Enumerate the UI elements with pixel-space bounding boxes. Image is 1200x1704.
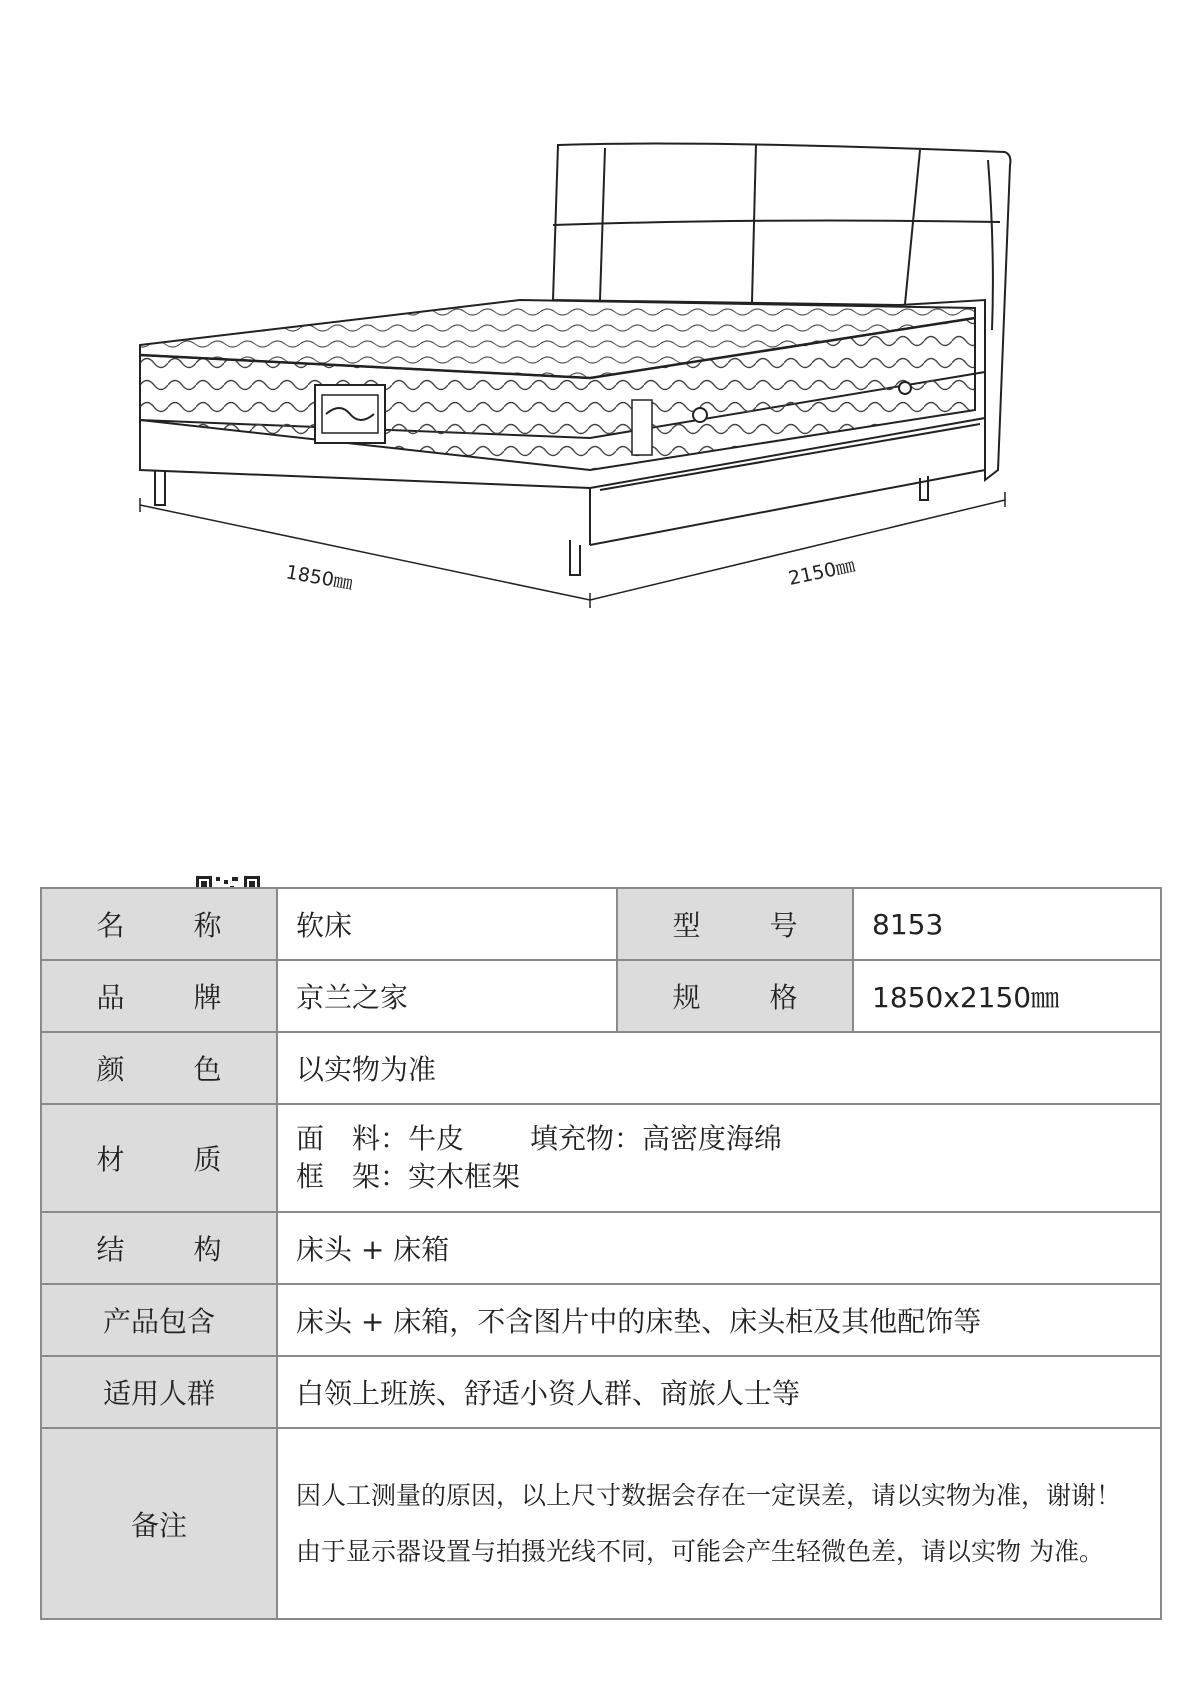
material-label: 材质	[41, 1104, 277, 1212]
structure-value: 床头 + 床箱	[277, 1212, 1161, 1284]
model-label: 型号	[617, 888, 853, 960]
filling-text: 填充物：高密度海绵	[530, 1122, 783, 1155]
name-label: 名称	[41, 888, 277, 960]
length-dimension-label: 2150㎜	[786, 554, 857, 590]
note-value	[277, 1428, 1161, 1619]
note-line-1: 因人工测量的原因，以上尺寸数据会存在一定误差，请以实物为准，谢谢！	[296, 1480, 1122, 1510]
color-label: 颜色	[41, 1032, 277, 1104]
size-value: 1850x2150㎜	[853, 960, 1161, 1032]
name-value: 软床	[277, 888, 617, 960]
width-dimension-label: 1850㎜	[284, 561, 355, 595]
dimension-lines	[140, 492, 1005, 608]
table-row	[41, 1032, 1161, 1104]
color-value: 以实物为准	[277, 1032, 1161, 1104]
frame-text: 框 架：实木框架	[296, 1160, 521, 1193]
table-row	[41, 1284, 1161, 1356]
table-row	[41, 1428, 1161, 1619]
bed-line-drawing	[0, 0, 1200, 640]
table-row	[41, 960, 1161, 1032]
table-row	[41, 888, 1161, 960]
brand-label: 品牌	[41, 960, 277, 1032]
table-row	[41, 1104, 1161, 1212]
model-value: 8153	[853, 888, 1161, 960]
material-value	[277, 1104, 1161, 1212]
size-label: 规格	[617, 960, 853, 1032]
mattress	[140, 300, 975, 470]
bed-illustration	[0, 0, 1200, 640]
audience-value: 白领上班族、舒适小资人群、商旅人士等	[277, 1356, 1161, 1428]
table-row	[41, 1212, 1161, 1284]
spec-table	[40, 887, 1162, 1620]
package-label: 产品包含	[41, 1284, 277, 1356]
note-line-2: 由于显示器设置与拍摄光线不同，可能会产生轻微色差，请以实物 为准。	[296, 1536, 1104, 1566]
brand-value: 京兰之家	[277, 960, 617, 1032]
audience-label: 适用人群	[41, 1356, 277, 1428]
table-row	[41, 1356, 1161, 1428]
fabric-text: 面 料：牛皮	[296, 1122, 465, 1155]
structure-label: 结构	[41, 1212, 277, 1284]
package-value: 床头 + 床箱，不含图片中的床垫、床头柜及其他配饰等	[277, 1284, 1161, 1356]
note-label: 备注	[41, 1428, 277, 1619]
